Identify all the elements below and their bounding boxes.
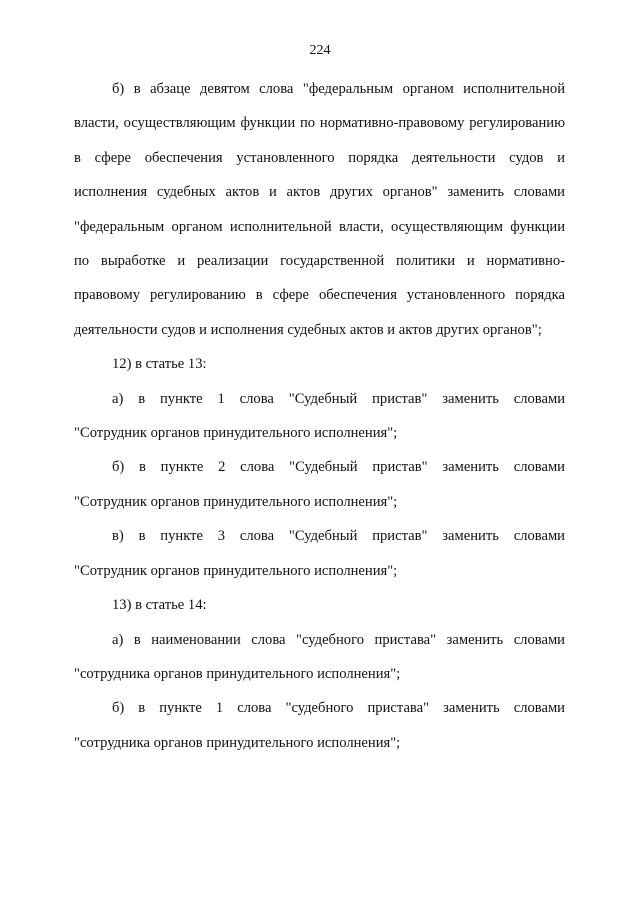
paragraph-abzac-devyatyi: б) в абзаце девятом слова "федеральным органом исполнительной власти, осуществляющим функции по нормативно-правовому регулированию в сфере обеспечения установленного порядка деятельности судов и исполнения судебных актов и актов других органов" заменить словами "федеральным органом исполнительной власти, осуществляющим функции по выработке и реализации государственной политики и нормативно-правовому регулированию в сфере обеспечения установленного порядка деятельности судов и исполнения судебных актов и актов других органов"; — [74, 81, 565, 338]
paragraph-naimenovanie — [74, 623, 565, 692]
paragraph-line: а) в наименовании слова "судебного пристава" заменить словами — [112, 631, 565, 648]
paragraph-line: в) в пункте 3 слова "Судебный пристав" заменить словами — [112, 528, 565, 545]
paragraph-statya-14: 13) в статье 14: — [112, 597, 207, 614]
paragraph-line: а) в пункте 1 слова "Судебный пристав" заменить словами — [112, 390, 565, 407]
paragraph-line: б) в пункте 1 слова "судебного пристава" заменить словами — [112, 700, 565, 717]
paragraph-line: "сотрудника органов принудительного исполнения"; — [74, 665, 401, 682]
document-body — [74, 72, 565, 760]
paragraph-statya-13: 12) в статье 13: — [112, 356, 207, 373]
paragraph-punkt-2 — [74, 450, 565, 519]
paragraph-punkt-1 — [74, 382, 565, 451]
page-number: 224 — [309, 43, 331, 58]
paragraph-line: б) в пункте 2 слова "Судебный пристав" заменить словами — [112, 459, 565, 476]
paragraph-line: "Сотрудник органов принудительного исполнения"; — [74, 493, 398, 510]
paragraph-line: "Сотрудник органов принудительного исполнения"; — [74, 425, 398, 442]
paragraph-punkt-3 — [74, 519, 565, 588]
paragraph-line: "сотрудника органов принудительного исполнения"; — [74, 734, 401, 751]
paragraph-14-punkt-1 — [74, 691, 565, 760]
paragraph-line: "Сотрудник органов принудительного исполнения"; — [74, 562, 398, 579]
